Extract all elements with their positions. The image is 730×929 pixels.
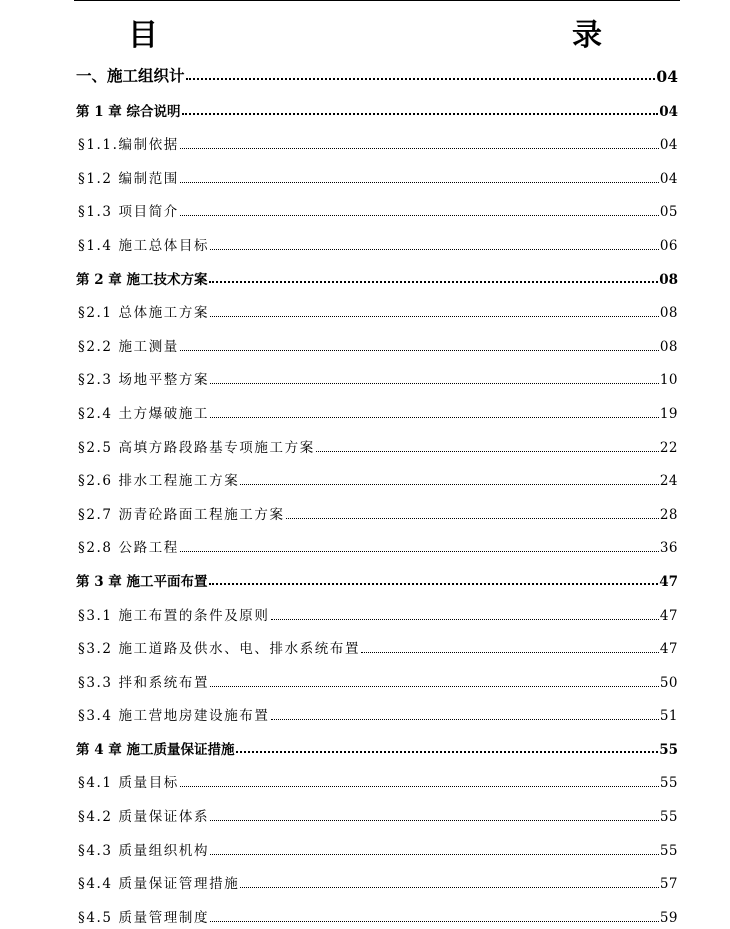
toc-dot-leader xyxy=(180,786,659,787)
toc-dot-leader xyxy=(240,484,659,485)
toc-entry-section[interactable] xyxy=(76,627,678,661)
toc-entry-label: §3.3 拌和系统布置 xyxy=(78,674,210,691)
toc-entry-section[interactable] xyxy=(76,526,678,560)
toc-entry-section[interactable] xyxy=(76,492,678,526)
page-title: 目 录 xyxy=(128,18,720,53)
toc-dot-leader xyxy=(210,921,659,922)
toc-dot-leader xyxy=(180,551,659,552)
toc-dot-leader xyxy=(210,316,659,317)
toc-dot-leader xyxy=(286,518,659,519)
toc-entry-label: §2.3 场地平整方案 xyxy=(78,372,210,389)
toc-entry-label: §2.5 高填方路段路基专项施工方案 xyxy=(78,439,315,456)
toc-entry-page-number: 04 xyxy=(659,170,678,187)
toc-dot-leader xyxy=(186,78,656,80)
toc-dot-leader xyxy=(210,686,659,687)
toc-dot-leader xyxy=(180,215,659,216)
toc-dot-leader xyxy=(210,820,659,821)
toc-dot-leader xyxy=(182,113,659,115)
toc-dot-leader xyxy=(271,619,659,620)
toc-entry-label: §4.1 质量目标 xyxy=(78,775,179,792)
toc-entry-label: 第 4 章 施工质量保证措施 xyxy=(76,741,235,758)
toc-entry-label: 一、施工组织计 xyxy=(76,66,185,85)
toc-entry-label: §4.4 质量保证管理措施 xyxy=(78,876,240,893)
toc-entry-page-number: 57 xyxy=(659,876,678,893)
toc-entry-page-number: 06 xyxy=(659,237,678,254)
toc-entry-page-number: 50 xyxy=(659,674,678,691)
toc-entry-page-number: 55 xyxy=(659,842,678,859)
toc-entry-page-number: 24 xyxy=(659,473,678,490)
toc-entry-page-number: 55 xyxy=(659,775,678,792)
toc-entry-page-number: 55 xyxy=(659,741,678,758)
toc-entry-page-number: 10 xyxy=(659,372,678,389)
toc-entry-section[interactable] xyxy=(76,828,678,862)
toc-entry-page-number: 08 xyxy=(659,305,678,322)
toc-entry-page-number: 08 xyxy=(659,271,678,288)
toc-entry-page-number: 47 xyxy=(659,641,678,658)
toc-entry-section[interactable] xyxy=(76,391,678,425)
toc-entry-page-number: 08 xyxy=(659,338,678,355)
toc-dot-leader xyxy=(240,887,659,888)
toc-entry-page-number: 47 xyxy=(659,607,678,624)
toc-entry-section[interactable] xyxy=(76,593,678,627)
toc-entry-section[interactable] xyxy=(76,794,678,828)
toc-entry-section[interactable] xyxy=(76,694,678,728)
top-rule xyxy=(74,0,680,1)
toc-entry-label: §2.1 总体施工方案 xyxy=(78,305,210,322)
toc-entry-label: §1.1.编制依据 xyxy=(78,137,179,154)
toc-entry-section[interactable] xyxy=(76,660,678,694)
toc-entry-page-number: 22 xyxy=(659,439,678,456)
toc-dot-leader xyxy=(236,751,659,753)
toc-entry-label: §2.8 公路工程 xyxy=(78,540,179,557)
toc-entry-section[interactable] xyxy=(76,761,678,795)
toc-entry-page-number: 28 xyxy=(659,506,678,523)
toc-dot-leader xyxy=(271,719,659,720)
toc-entry-label: §4.5 质量管理制度 xyxy=(78,909,210,926)
toc-entry-section[interactable] xyxy=(76,895,678,929)
toc-entry-label: §2.7 沥青砼路面工程施工方案 xyxy=(78,506,285,523)
toc-dot-leader xyxy=(316,451,659,452)
toc-entry-part[interactable] xyxy=(76,56,678,89)
table-of-contents xyxy=(76,56,678,929)
toc-entry-label: §1.2 编制范围 xyxy=(78,170,179,187)
toc-entry-section[interactable] xyxy=(76,156,678,190)
toc-entry-section[interactable] xyxy=(76,358,678,392)
toc-dot-leader xyxy=(361,652,659,653)
toc-entry-page-number: 05 xyxy=(659,204,678,221)
toc-entry-page-number: 55 xyxy=(659,809,678,826)
toc-entry-label: §3.2 施工道路及供水、电、排水系统布置 xyxy=(78,641,361,658)
toc-entry-label: §2.6 排水工程施工方案 xyxy=(78,473,240,490)
toc-dot-leader xyxy=(180,148,659,149)
toc-entry-chapter[interactable] xyxy=(76,89,678,123)
toc-entry-label: §4.3 质量组织机构 xyxy=(78,842,210,859)
toc-entry-label: 第 2 章 施工技术方案 xyxy=(76,271,208,288)
toc-entry-section[interactable] xyxy=(76,862,678,896)
toc-entry-section[interactable] xyxy=(76,459,678,493)
toc-dot-leader xyxy=(209,583,659,585)
toc-entry-page-number: 19 xyxy=(659,405,678,422)
toc-entry-label: §4.2 质量保证体系 xyxy=(78,809,210,826)
toc-entry-section[interactable] xyxy=(76,291,678,325)
toc-dot-leader xyxy=(180,350,659,351)
toc-entry-section[interactable] xyxy=(76,223,678,257)
toc-entry-chapter[interactable] xyxy=(76,727,678,761)
toc-entry-page-number: 51 xyxy=(659,708,678,725)
toc-dot-leader xyxy=(210,383,659,384)
toc-entry-label: 第 3 章 施工平面布置 xyxy=(76,573,208,590)
toc-dot-leader xyxy=(210,417,659,418)
toc-entry-section[interactable] xyxy=(76,324,678,358)
toc-entry-section[interactable] xyxy=(76,425,678,459)
toc-entry-label: §2.2 施工测量 xyxy=(78,338,179,355)
toc-entry-label: §2.4 土方爆破施工 xyxy=(78,405,210,422)
toc-entry-label: §3.1 施工布置的条件及原则 xyxy=(78,607,270,624)
toc-entry-section[interactable] xyxy=(76,123,678,157)
toc-entry-section[interactable] xyxy=(76,190,678,224)
toc-entry-chapter[interactable] xyxy=(76,559,678,593)
toc-entry-page-number: 36 xyxy=(659,540,678,557)
toc-entry-label: §3.4 施工营地房建设施布置 xyxy=(78,708,270,725)
toc-entry-page-number: 04 xyxy=(659,137,678,154)
toc-entry-page-number: 59 xyxy=(659,909,678,926)
toc-dot-leader xyxy=(210,249,659,250)
toc-dot-leader xyxy=(209,281,659,283)
toc-entry-label: 第 1 章 综合说明 xyxy=(76,103,181,120)
toc-entry-page-number: 04 xyxy=(659,103,678,120)
toc-entry-label: §1.4 施工总体目标 xyxy=(78,237,210,254)
toc-dot-leader xyxy=(180,182,659,183)
toc-entry-page-number: 04 xyxy=(656,67,678,86)
toc-entry-chapter[interactable] xyxy=(76,257,678,291)
toc-entry-label: §1.3 项目简介 xyxy=(78,204,179,221)
toc-entry-page-number: 47 xyxy=(659,573,678,590)
